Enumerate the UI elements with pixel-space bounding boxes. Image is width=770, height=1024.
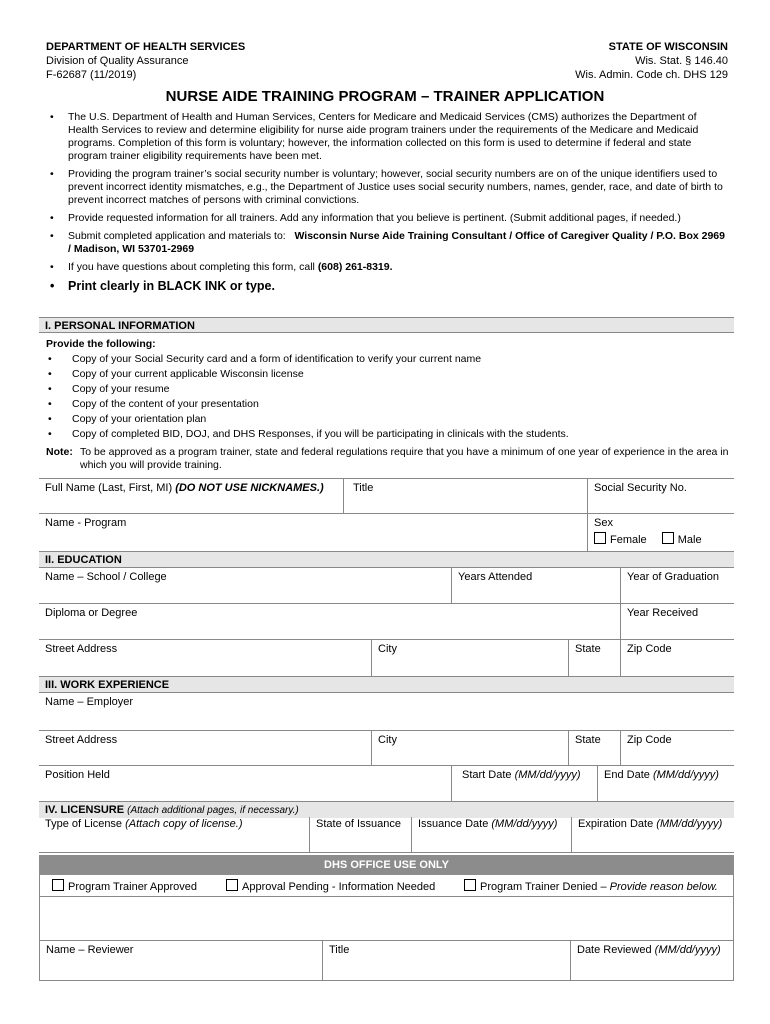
- female-checkbox[interactable]: [594, 532, 606, 544]
- provide-item: • Copy of your current applicable Wisconsin license: [46, 367, 736, 382]
- row-diploma: [39, 604, 734, 640]
- edu-zip-field[interactable]: [620, 640, 734, 676]
- work-state-field[interactable]: [568, 731, 620, 765]
- start-date-format: (MM/dd/yyyy): [514, 769, 581, 781]
- provide-item: • Copy of completed BID, DOJ, and DHS Responses, if you will be participating in clinicals with the students.: [46, 427, 736, 442]
- provide-list: [46, 352, 736, 442]
- diploma-field[interactable]: [39, 604, 620, 639]
- end-date-format: (MM/dd/yyyy): [652, 769, 719, 781]
- form-number: F-62687 (11/2019): [46, 69, 137, 81]
- questions-prefix: If you have questions about completing this form, call: [68, 261, 315, 273]
- issuance-date-field[interactable]: [411, 817, 571, 852]
- ssn-field[interactable]: [587, 479, 734, 513]
- date-reviewed-label: Date Reviewed: [577, 944, 652, 956]
- row-license: [39, 817, 734, 853]
- row-work-address: [39, 731, 734, 766]
- provide-item: • Copy of your orientation plan: [46, 412, 736, 427]
- submit-prefix: Submit completed application and materials to:: [68, 230, 286, 242]
- name-program-label: Name - Program: [45, 517, 127, 529]
- division-name: Division of Quality Assurance: [46, 55, 189, 67]
- start-date-label: Start Date: [462, 769, 512, 781]
- licensure-heading-note: (Attach additional pages, if necessary.): [127, 805, 299, 816]
- edu-state-field[interactable]: [568, 640, 620, 676]
- denied-checkbox[interactable]: [464, 879, 476, 891]
- row-edu-address: [39, 640, 734, 677]
- full-name-label: Full Name (Last, First, MI): [45, 482, 173, 494]
- section-education-heading: II. EDUCATION: [39, 552, 734, 568]
- reason-field[interactable]: [39, 897, 734, 941]
- section-personal-info-heading: I. PERSONAL INFORMATION: [39, 317, 734, 333]
- ssn-label: Social Security No.: [594, 482, 687, 494]
- start-date-field[interactable]: [451, 766, 597, 801]
- diploma-label: Diploma or Degree: [45, 607, 138, 619]
- work-state-label: State: [575, 734, 601, 746]
- pending-label: Approval Pending - Information Needed: [242, 881, 436, 893]
- section-licensure-heading: [39, 802, 734, 818]
- male-checkbox[interactable]: [662, 532, 674, 544]
- work-street-label: Street Address: [45, 734, 118, 746]
- statute-ref: Wis. Stat. § 146.40: [635, 55, 728, 67]
- provide-following: Provide the following:: [46, 338, 156, 350]
- header-right: [575, 40, 728, 82]
- end-date-label: End Date: [604, 769, 650, 781]
- row-employer: [39, 693, 734, 731]
- position-label: Position Held: [45, 769, 110, 781]
- edu-zip-label: Zip Code: [627, 643, 672, 655]
- bullet-provide-info: • Provide requested information for all trainers. Add any information that you believe is pertinent. (Submit additional pages, if needed.): [46, 212, 726, 225]
- sex-label: Sex: [594, 517, 613, 529]
- submit-address: Wisconsin Nurse Aide Training Consultant / Office of Caregiver Quality / P.O. Box 2969 / Madison, WI 53701-2969: [68, 230, 725, 255]
- male-label: Male: [677, 534, 702, 546]
- license-state-label: State of Issuance: [316, 818, 401, 830]
- license-type-label: Type of License: [45, 818, 123, 830]
- edu-city-label: City: [378, 643, 397, 655]
- row-school: [39, 568, 734, 604]
- row-position: [39, 766, 734, 802]
- reviewer-title-field[interactable]: [322, 941, 570, 980]
- denied-label: Program Trainer Denied –: [480, 881, 607, 893]
- pending-option: [220, 875, 441, 896]
- issuance-date-format: (MM/dd/yyyy): [491, 818, 558, 830]
- employer-label: Name – Employer: [45, 696, 134, 708]
- license-state-field[interactable]: [309, 817, 411, 852]
- issuance-date-label: Issuance Date: [418, 818, 489, 830]
- position-field[interactable]: [39, 766, 451, 801]
- section-work-heading: III. WORK EXPERIENCE: [39, 677, 734, 693]
- provide-item: • Copy of the content of your presentation: [46, 397, 736, 412]
- expiration-date-field[interactable]: [571, 817, 734, 852]
- work-city-field[interactable]: [371, 731, 568, 765]
- admin-code-ref: Wis. Admin. Code ch. DHS 129: [575, 69, 728, 81]
- header-left: [46, 40, 245, 82]
- work-zip-label: Zip Code: [627, 734, 672, 746]
- bullet-questions: [46, 261, 726, 274]
- edu-city-field[interactable]: [371, 640, 568, 676]
- bullet-print-clearly: • Print clearly in BLACK INK or type.: [46, 279, 726, 294]
- note-label: Note:: [46, 446, 73, 458]
- year-graduation-field[interactable]: [620, 568, 734, 603]
- provide-item: • Copy of your Social Security card and a form of identification to verify your current name: [46, 352, 736, 367]
- bullet-authority: • The U.S. Department of Health and Human Services, Centers for Medicare and Medicaid Services (CMS) authorizes the Department of Health Services to review and determine eligibility for nurse aide program trainers under the requirements of the Medicare and Medicaid programs. Completion of this form is voluntary; however, the information collected on this form is used to determine if federal and state program trainer eligibility requirements have been met.: [46, 111, 726, 163]
- edu-street-field[interactable]: [39, 640, 371, 676]
- licensure-heading-text: IV. LICENSURE: [45, 804, 125, 816]
- sex-field: [587, 514, 734, 551]
- female-label: Female: [610, 534, 647, 546]
- edu-state-label: State: [575, 643, 601, 655]
- end-date-field[interactable]: [597, 766, 734, 801]
- school-label: Name – School / College: [45, 571, 167, 583]
- title-label: Title: [353, 482, 374, 494]
- row-name-program: [39, 514, 734, 552]
- year-received-field[interactable]: [620, 604, 734, 639]
- license-type-field[interactable]: [39, 817, 309, 852]
- work-city-label: City: [378, 734, 397, 746]
- intro-bullets: [46, 111, 726, 299]
- work-zip-field[interactable]: [620, 731, 734, 765]
- full-name-field[interactable]: [39, 479, 343, 513]
- row-reviewer: [39, 941, 734, 981]
- row-full-name: [39, 478, 734, 514]
- reviewer-field[interactable]: [40, 941, 322, 980]
- reviewer-label: Name – Reviewer: [46, 944, 134, 956]
- expiration-date-label: Expiration Date: [578, 818, 654, 830]
- title-field[interactable]: [343, 479, 587, 513]
- years-attended-field[interactable]: [451, 568, 620, 603]
- state-name: STATE OF WISCONSIN: [608, 41, 728, 53]
- expiration-date-format: (MM/dd/yyyy): [656, 818, 723, 830]
- license-type-note: (Attach copy of license.): [125, 818, 243, 830]
- approved-option: [46, 875, 203, 896]
- row-dhs-status: [39, 875, 734, 897]
- bullet-submit: [46, 230, 726, 256]
- dhs-office-use-heading: DHS OFFICE USE ONLY: [39, 855, 734, 875]
- year-received-label: Year Received: [627, 607, 699, 619]
- denied-note: Provide reason below.: [609, 881, 718, 893]
- full-name-note: (DO NOT USE NICKNAMES.): [175, 482, 324, 494]
- school-field[interactable]: [39, 568, 451, 603]
- employer-field[interactable]: [39, 693, 734, 730]
- form-title: NURSE AIDE TRAINING PROGRAM – TRAINER APPLICATION: [165, 88, 605, 105]
- bullet-ssn: • Providing the program trainer’s social security number is voluntary; however, social security numbers are on of the unique identifiers used to prevent incorrect identity mismatches, e.g., the Department of Justice uses social security numbers, names, gender, race, and date of birth to prevent incorrect matches of persons with criminal convictions.: [46, 168, 726, 207]
- provide-item: • Copy of your resume: [46, 382, 736, 397]
- approved-label: Program Trainer Approved: [68, 881, 198, 893]
- years-attended-label: Years Attended: [458, 571, 533, 583]
- name-program-field[interactable]: [39, 514, 587, 551]
- denied-option: [458, 875, 724, 896]
- note-text: To be approved as a program trainer, state and federal regulations require that you have a minimum of one year of experience in the area in which you will provide training.: [80, 446, 729, 471]
- approved-checkbox[interactable]: [52, 879, 64, 891]
- department-name: DEPARTMENT OF HEALTH SERVICES: [46, 41, 246, 53]
- note: [46, 446, 731, 472]
- questions-phone: (608) 261-8319.: [317, 261, 393, 273]
- date-reviewed-field[interactable]: [570, 941, 733, 980]
- date-reviewed-format: (MM/dd/yyyy): [654, 944, 721, 956]
- pending-checkbox[interactable]: [226, 879, 238, 891]
- edu-street-label: Street Address: [45, 643, 118, 655]
- year-graduation-label: Year of Graduation: [627, 571, 719, 583]
- work-street-field[interactable]: [39, 731, 371, 765]
- reviewer-title-label: Title: [329, 944, 350, 956]
